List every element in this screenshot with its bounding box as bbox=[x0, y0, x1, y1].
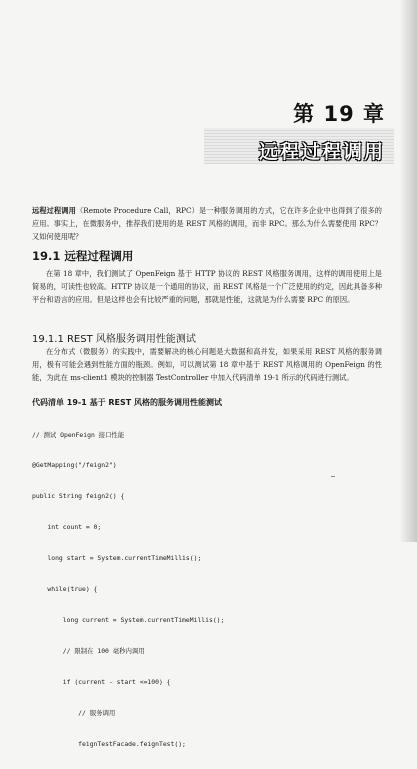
intro-text: （Remote Procedure Call，RPC）是一种服务调用的方式，它在许多企业中也得到了很多的应用。事实上，在微服务中，推荐我们使用的是 REST 风格的调用，而非 RPC。那么为什么需要使用 RPC？又如何使用呢？ bbox=[32, 206, 382, 241]
code-line: // 服务调用 bbox=[32, 708, 116, 717]
intro-term: 远程过程调用 bbox=[32, 206, 76, 215]
section-heading-19-1-1: 19.1.1 REST 风格服务调用性能测试 bbox=[32, 334, 196, 345]
code-line: int count = 0; bbox=[32, 523, 102, 532]
code-line: feignTestFacade.feignTest(); bbox=[32, 739, 186, 748]
section-19-1-paragraph: 在第 18 章中，我们测试了 OpenFeign 基于 HTTP 协议的 REST 风格服务调用，这样的调用使用上是简易的，可读性也较高。HTTP 协议是一个通用的协议，而 REST 风格是一个广泛使用的约定，因此具备多种平台和语言的应用。但是这样也会有比较严重的问题，那就是性能，这就是为什么需要 RPC 的原因。 bbox=[32, 269, 382, 304]
scan-mark bbox=[331, 476, 335, 477]
code-line: // 限制在 100 毫秒内调用 bbox=[32, 646, 145, 655]
code-line: if (current - start <=100) { bbox=[32, 677, 171, 686]
intro-paragraph bbox=[32, 205, 382, 243]
code-line: long start = System.currentTimeMillis(); bbox=[32, 554, 202, 563]
code-listing-caption: 代码清单 19-1 基于 REST 风格的服务调用性能测试 bbox=[32, 398, 223, 407]
section-19-1-1-paragraph: 在分布式（微服务）的实践中，需要解决的核心问题是大数据和高并发，如果采用 REST 风格的服务调用，极有可能会遇到性能方面的瓶颈。例如，可以测试第 18 章中基于 REST 风格调用的 OpenFeign 的性能，为此在 ms-client1 模块的控制器 TestController 中加入代码清单 19-1 所示的代码进行测试。 bbox=[32, 347, 382, 382]
code-line: @GetMapping("/feign2") bbox=[32, 461, 117, 470]
section-heading-19-1: 19.1 远程过程调用 bbox=[32, 249, 134, 263]
code-listing bbox=[32, 409, 362, 769]
code-line: long current = System.currentTimeMillis(); bbox=[32, 615, 225, 624]
chapter-title: 远程过程调用 bbox=[258, 141, 385, 163]
chapter-number: 第 19 章 bbox=[293, 102, 385, 126]
page-edge-shadow bbox=[399, 0, 417, 542]
code-line: public String feign2() { bbox=[32, 492, 125, 501]
code-line: while(true) { bbox=[32, 585, 98, 594]
code-line: // 测试 OpenFeign 接口性能 bbox=[32, 430, 125, 439]
